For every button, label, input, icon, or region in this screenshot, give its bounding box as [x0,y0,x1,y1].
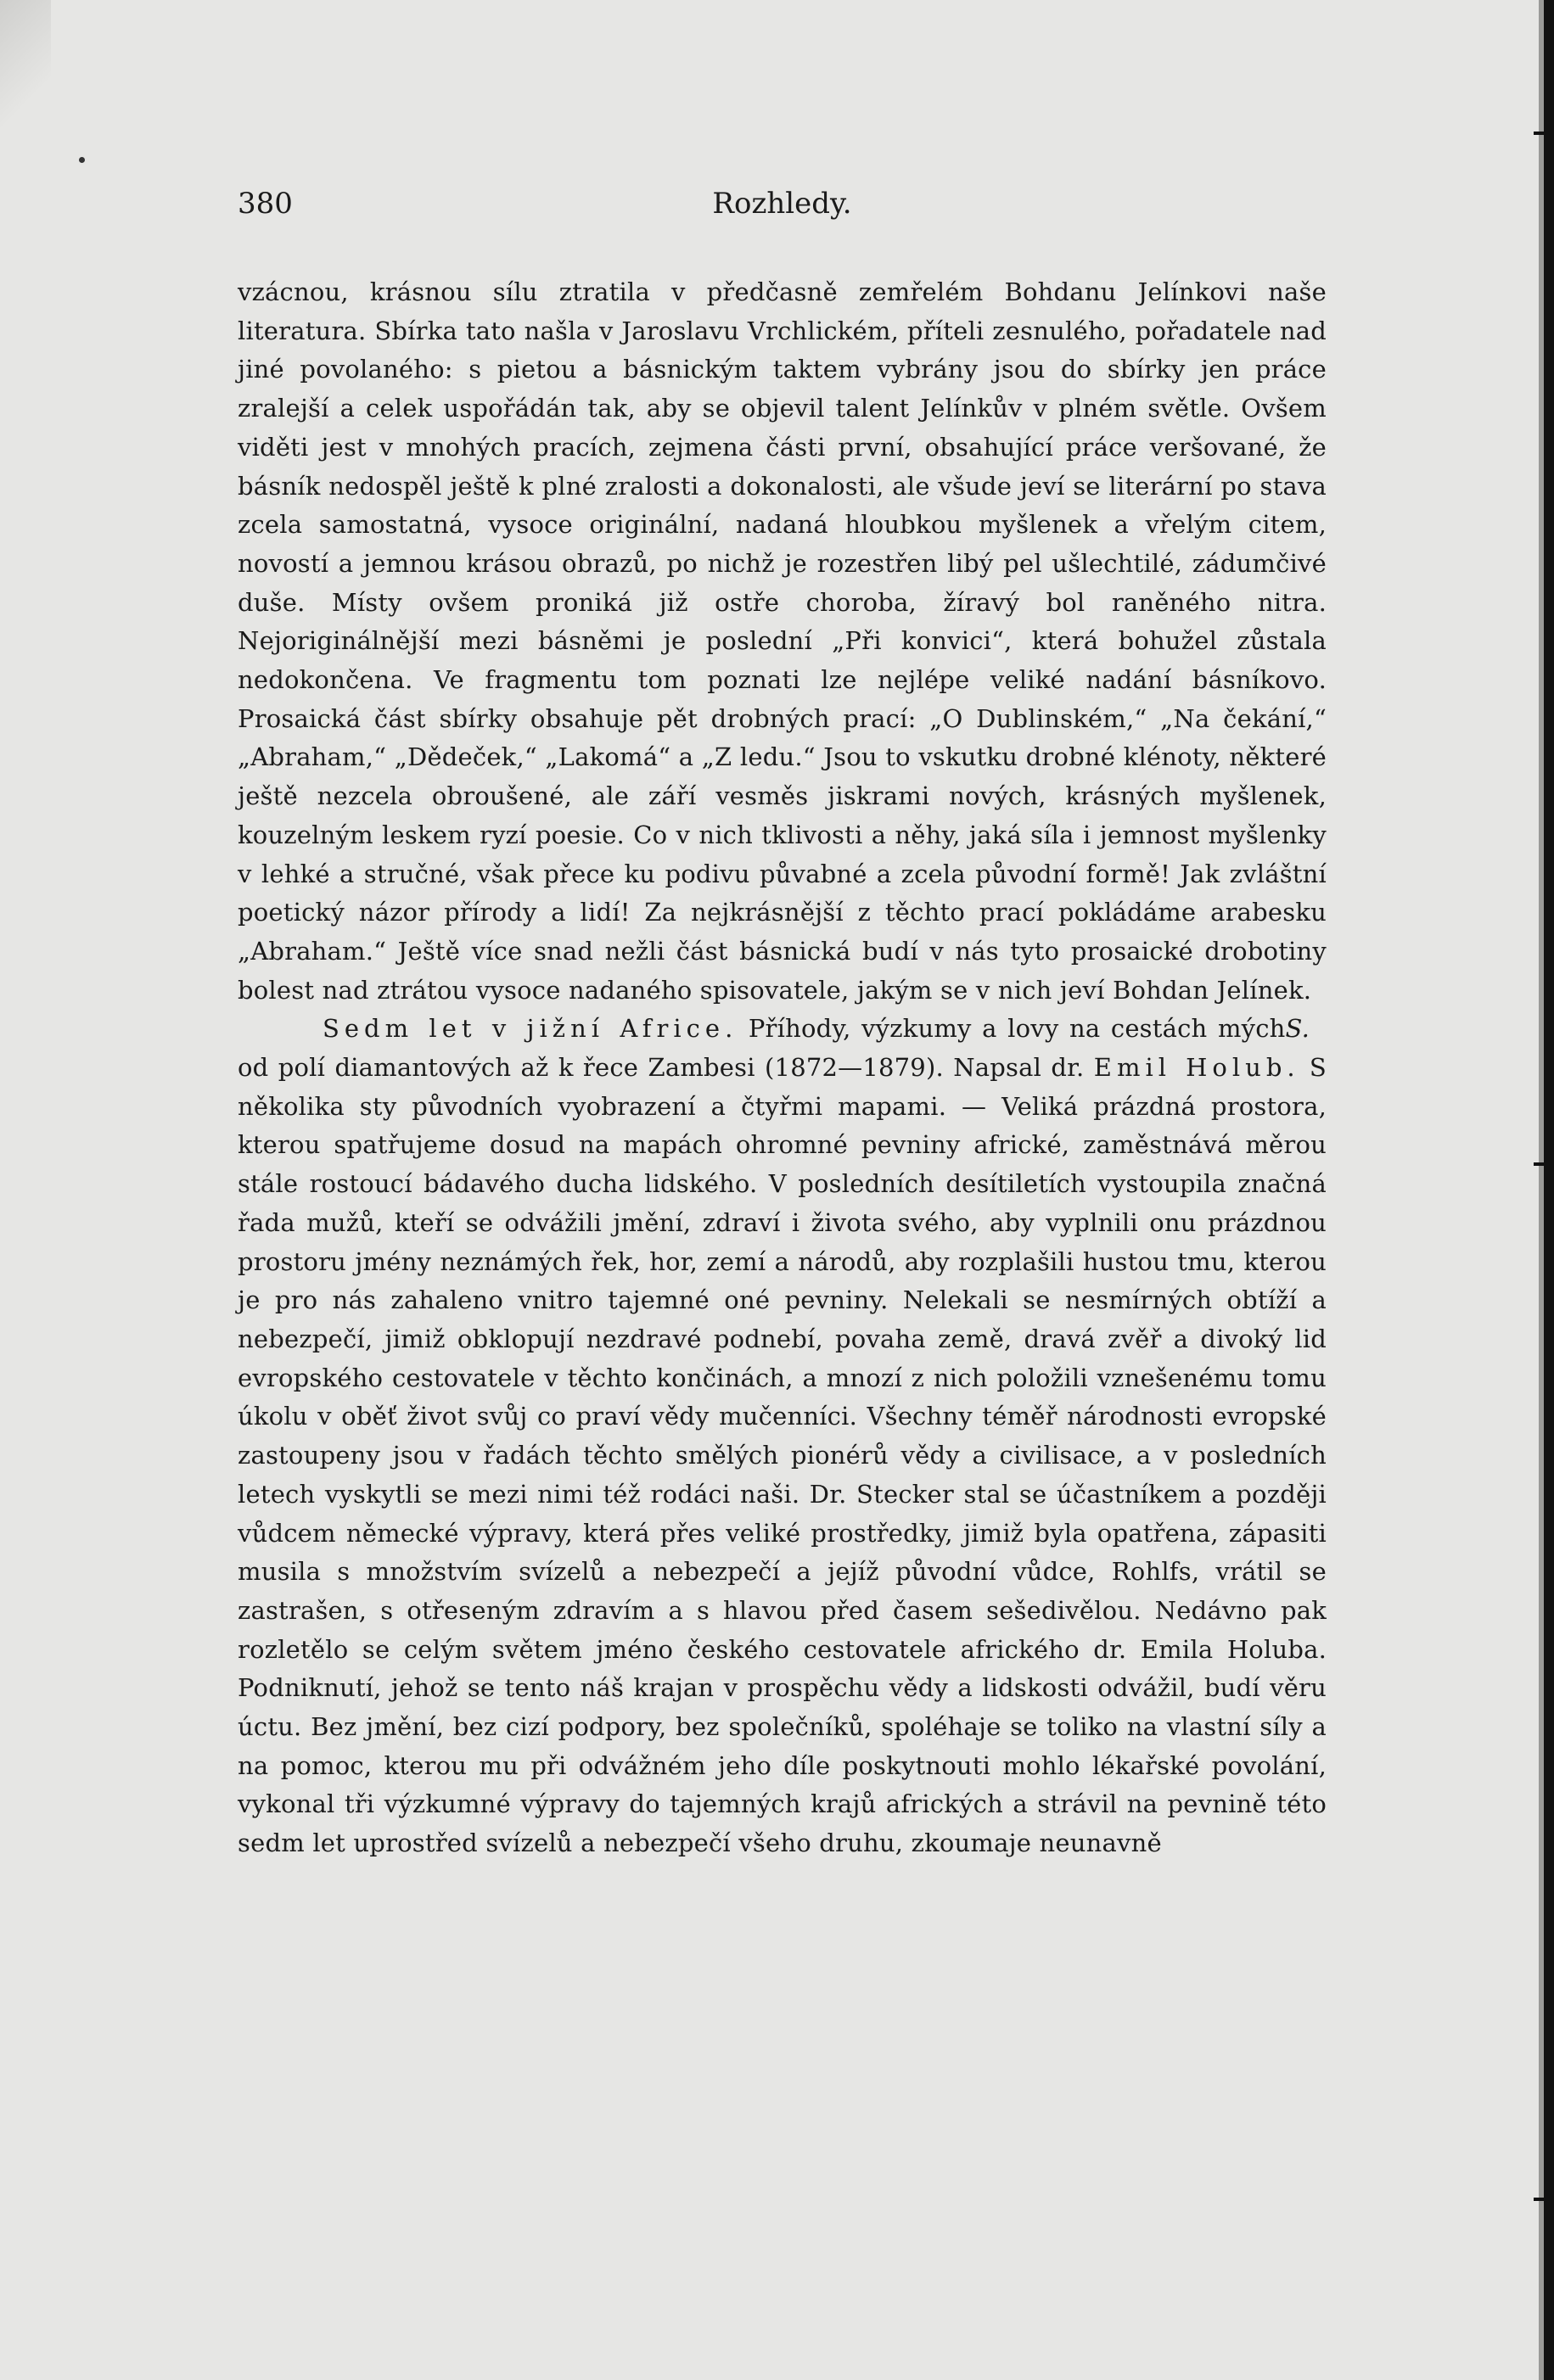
reviewer-signature: S. [1285,1014,1310,1044]
text-body [238,273,1327,1863]
page-edge [1544,0,1554,2380]
running-head [238,178,1327,229]
paragraph-text: Příhody, výzkumy a lovy na cestách mých od polí diamantových až k řece Zambesi (1872—1879). Napsal dr. [238,1014,1286,1083]
author-name: Emil Holub. [1093,1053,1300,1083]
edge-tick [1534,2198,1546,2201]
review-paragraph-holub [238,1010,1327,1862]
paragraph-text: S několika sty původních vyobrazení a čtyřmi mapami. — Veliká prázdná prostora, kterou spatřujeme dosud na mapách ohromné pevniny africké, zaměstnává měrou stále rostoucí bádavého ducha lidského. V posledních desítiletích vystoupila značná řada mužů, kteří se odvážili jmění, zdraví i života svého, aby vyplnili onu prázdnou prostoru jmény neznámých řek, hor, zemí a národů, aby rozplašili hustou tmu, kterou je pro nás zahaleno vnitro tajemné oné pevniny. Nelekali se nesmírných obtíží a nebezpečí, jimiž obklopují nezdravé podnebí, povaha země, dravá zvěř a divoký lid evropského cestovatele v těchto končinách, a mnozí z nich položili vznešenému tomu úkolu v oběť život svůj co praví vědy mučenníci. Všechny téměř národnosti evropské zastoupeny jsou v řadách těchto smělých pionérů vědy a civilisace, a v posledních letech vyskytli se mezi nimi též rodáci naši. Dr. Stecker stal se účastníkem a později vůdcem německé výpravy, která přes veliké prostředky, jimiž byla opatřena, zápasiti musila s množstvím svízelů a nebezpečí a jejíž původní vůdce, Rohlfs, vrátil se zastrašen, s otřeseným zdravím a s hlavou před časem sešedivělou. Nedávno pak rozletělo se celým světem jméno českého cestovatele afrického dr. Emila Holuba. Podniknutí, jehož se tento náš krajan v prospěchu vědy a lidskosti odvážil, budí věru úctu. Bez jmění, bez cizí podpory, bez společníků, spoléhaje se toliko na vlastní síly a na pomoc, kterou mu při odvážném jeho díle poskytnouti mohlo lékařské povolání, vykonal tři výzkumné výpravy do tajemných krajů afrických a strávil na pevnině této sedm let uprostřed svízelů a nebezpečí všeho druhu, zkoumaje neunavně [238,1053,1327,1858]
book-page [238,178,1327,1863]
edge-tick [1534,132,1546,135]
paragraph-text: vzácnou, krásnou sílu ztratila v předčasně zemřelém Bohdanu Jelínkovi naše literatura. Sbírka tato našla v Jaroslavu Vrchlickém, příteli zesnulého, pořadatele nad jiné povolaného: s pietou a básnickým taktem vybrány jsou do sbírky jen práce zralejší a celek uspořádán tak, aby se objevil talent Jelínkův v plném světle. Ovšem viděti jest v mnohých pracích, zejmena části první, obsahující práce veršované, že básník nedospěl ještě k plné zralosti a dokonalosti, ale všude jeví se literární po stava zcela samostatná, vysoce originální, nadaná hloubkou myšlenek a vřelým citem, novostí a jemnou krásou obrazů, po nichž je rozestřen libý pel ušlechtilé, zádumčivé duše. Místy ovšem proniká již ostře choroba, žíravý bol raněného nitra. Nejoriginálnější mezi básněmi je poslední „Při konvici“, která bohužel zůstala nedokončena. Ve fragmentu tom poznati lze nejlépe veliké nadání básníkovo. Prosaická část sbírky obsahuje pět drobných prací: „O Dublinském,“ „Na čekání,“ „Abraham,“ „Dědeček,“ „Lakomá“ a „Z ledu.“ Jsou to vskutku drobné klénoty, některé ještě nezcela obroušené, ale září vesměs jiskrami nových, krásných myšlenek, kouzelným leskem ryzí poesie. Co v nich tklivosti a něhy, jaká síla i jemnost myšlenky v lehké a stručné, však přece ku podivu půvabné a zcela původní formě! Jak zvláštní poetický názor přírody a lidí! Za nejkrásnější z těchto prací pokládáme arabesku „Abraham.“ Ještě více snad nežli část básnická budí v nás tyto prosaické drobotiny bolest nad ztrátou vysoce nadaného spisovatele, jakým se v nich jeví Bohdan Jelínek. [238,277,1327,1005]
scan-smudge [0,0,51,136]
book-title: Sedm let v jižní Africe. [323,1014,738,1044]
page-number: 380 [238,187,293,221]
running-title: Rozhledy. [712,187,852,221]
dust-speck [79,157,85,163]
edge-tick [1534,1162,1546,1166]
